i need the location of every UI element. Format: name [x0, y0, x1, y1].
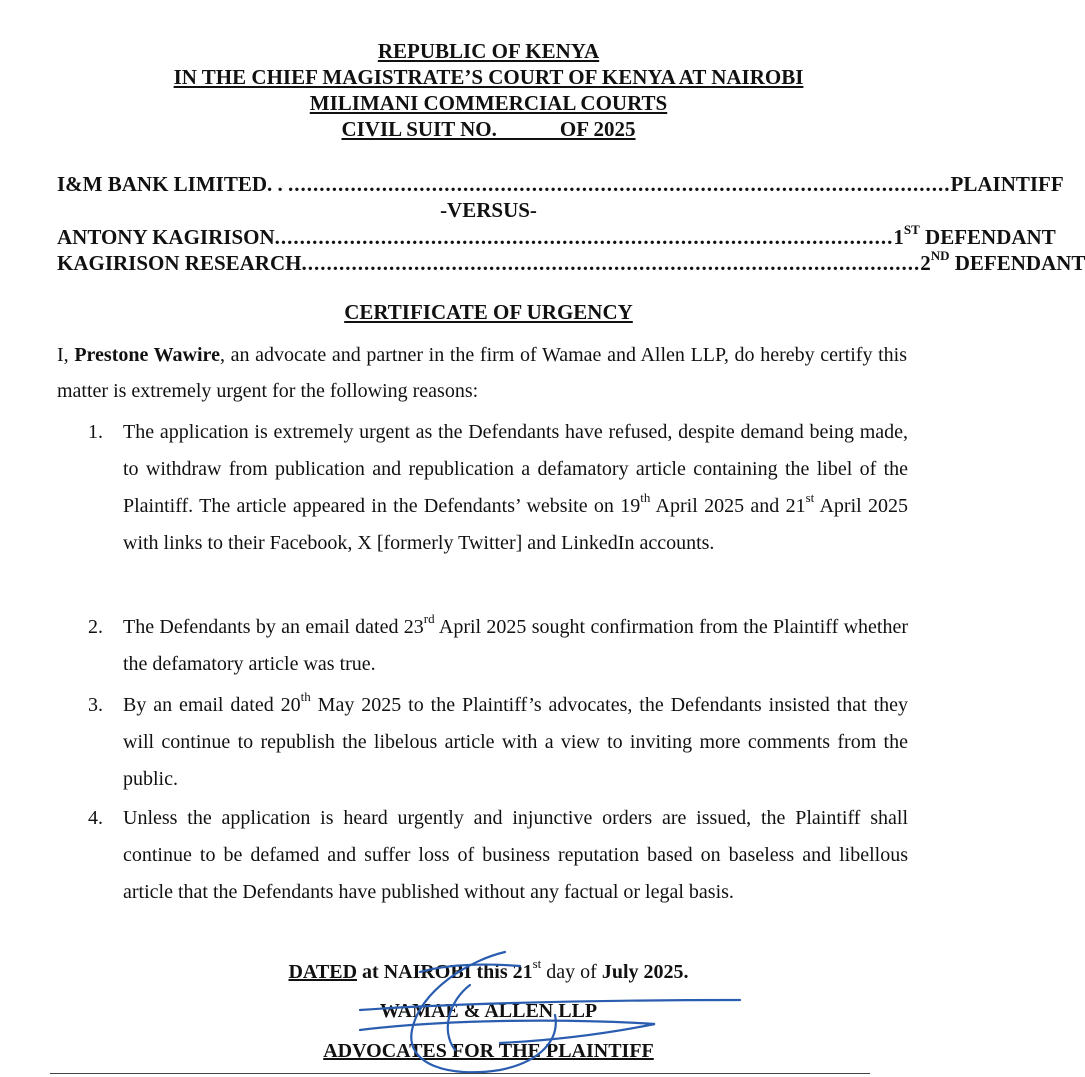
- firm-name: WAMAE & ALLEN LLP: [379, 1000, 598, 1022]
- text-run: April 2025 sought confirmation from the Plaintiff whether the defamatory article was true.: [123, 616, 908, 675]
- place-and-day: NAIROBI this 21: [383, 961, 533, 983]
- role-label: DEFENDANT: [949, 251, 1085, 275]
- party-defendant-1: [57, 222, 1056, 249]
- certificate-intro: [57, 337, 907, 409]
- defendant1-name: ANTONY KAGIRISON: [57, 225, 275, 249]
- intro-prefix: I,: [57, 344, 75, 366]
- item-text: [123, 609, 908, 683]
- advocate-name: Prestone Wawire: [74, 344, 220, 366]
- item-text: Unless the application is heard urgently and injunctive orders are issued, the Plaintiff shall continue to be defamed and suffer loss of business reputation based on baseless and libellous article that the Defendants have published without any factual or legal basis.: [123, 807, 908, 903]
- item-number: 3.: [88, 694, 103, 716]
- ordinal-suffix: rd: [423, 611, 435, 627]
- reason-item-4: [88, 800, 908, 911]
- at-label: at: [357, 961, 384, 983]
- text-run: By an email dated 20: [123, 694, 301, 716]
- text-run: April 2025 with links to their Facebook, X [formerly Twitter] and LinkedIn accounts.: [123, 495, 908, 554]
- header-court: IN THE CHIEF MAGISTRATE’S COURT OF KENYA AT NAIROBI: [173, 65, 804, 89]
- defendant1-role: [893, 222, 1056, 249]
- reason-item-1: [88, 414, 908, 562]
- month-year: July 2025.: [601, 961, 689, 983]
- defendant2-role: [920, 248, 1085, 275]
- ordinal-number: 2: [920, 251, 931, 275]
- ordinal-suffix: st: [805, 490, 815, 506]
- ordinal-number: 1: [893, 225, 904, 249]
- header-republic: REPUBLIC OF KENYA: [377, 39, 600, 63]
- reason-item-3: [88, 687, 908, 798]
- party-plaintiff: [57, 172, 1064, 196]
- bottom-rule: [50, 1073, 870, 1074]
- plaintiff-role: PLAINTIFF: [950, 172, 1064, 196]
- text-run: The application is extremely urgent as the Defendants have refused, despite demand being made, to withdraw from publication and republication a defamatory article containing the libel of the Plaintiff. The article appeared in the Defendants’ website on 19: [123, 421, 908, 517]
- ordinal-suffix: th: [640, 490, 651, 506]
- item-text: [123, 687, 908, 798]
- item-number: 4.: [88, 807, 103, 829]
- leader-dots: ...................................................................................................: [274, 225, 894, 249]
- intro-text: , an advocate and partner in the firm of Wamae and Allen LLP, do hereby certify this matter is extremely urgent for the following reasons:: [57, 344, 907, 402]
- advocates-role: ADVOCATES FOR THE PLAINTIFF: [323, 1040, 654, 1062]
- reason-item-2: [88, 609, 908, 683]
- item-number: 1.: [88, 421, 103, 443]
- party-defendant-2: [57, 248, 1085, 275]
- ordinal-suffix: ND: [930, 248, 950, 263]
- ordinal-suffix: st: [532, 956, 542, 972]
- item-text: [123, 414, 908, 562]
- plaintiff-name: I&M BANK LIMITED. .: [57, 172, 289, 196]
- certificate-title: CERTIFICATE OF URGENCY: [344, 300, 633, 324]
- day-of-label: day of: [541, 961, 602, 983]
- leader-dots: ..........................................................................................................: [288, 172, 951, 196]
- role-label: DEFENDANT: [919, 225, 1056, 249]
- versus-label: -VERSUS-: [440, 198, 537, 222]
- defendant2-name: KAGIRISON RESEARCH: [57, 251, 302, 275]
- leader-dots: ...................................................................................................: [301, 251, 921, 275]
- dated-label: DATED: [288, 961, 358, 983]
- text-run: April 2025 and 21: [650, 495, 806, 517]
- text-run: The Defendants by an email dated 23: [123, 616, 424, 638]
- header-courts-location: MILIMANI COMMERCIAL COURTS: [309, 91, 668, 115]
- ordinal-suffix: ST: [903, 222, 920, 237]
- dated-line: [0, 957, 977, 987]
- ordinal-suffix: th: [300, 689, 311, 705]
- text-run: May 2025 to the Plaintiff’s advocates, the Defendants insisted that they will continue to republish the libelous article with a view to inviting more comments from the public.: [123, 694, 909, 790]
- header-civil-suit: CIVIL SUIT NO. OF 2025: [341, 117, 636, 141]
- item-number: 2.: [88, 616, 103, 638]
